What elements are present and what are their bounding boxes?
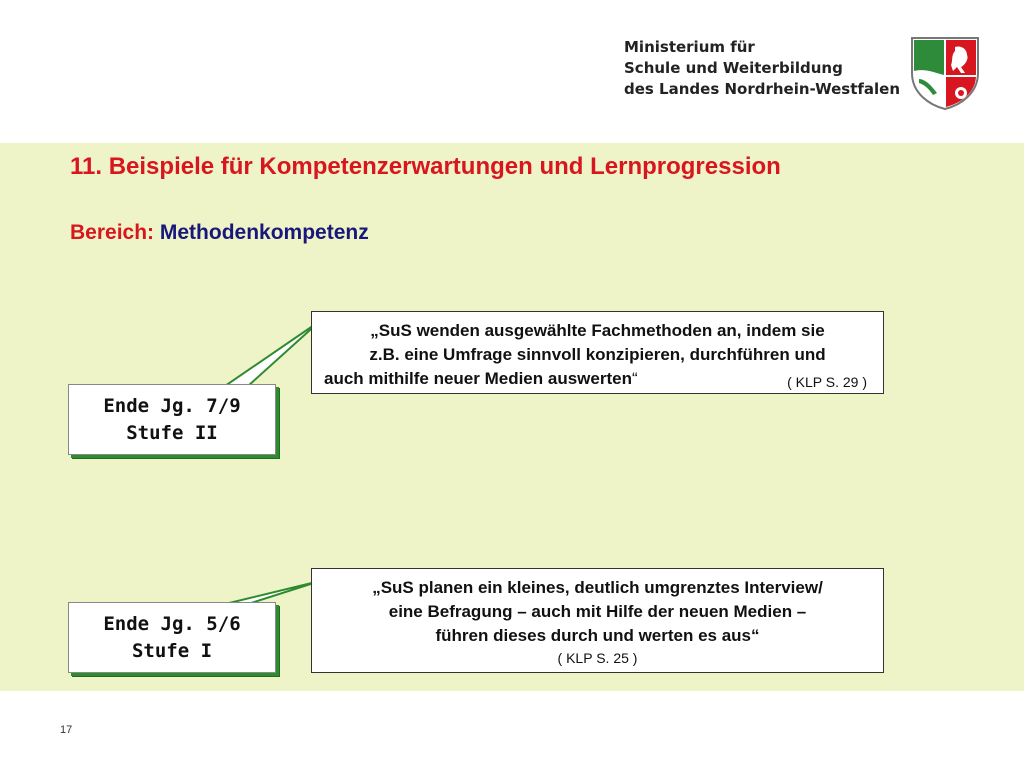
stage-level: Stufe II [126,422,218,444]
stage-grade: Ende Jg. 7/9 [103,395,241,417]
quote-line: z.B. eine Umfrage sinnvoll konzipieren, durchführen und [369,345,826,364]
callout-pointer-upper [225,321,320,386]
curriculum-reference: ( KLP S. 25 ) [557,650,638,666]
page-title: 11. Beispiele für Kompetenzerwartungen und Lernprogression [70,153,781,180]
quote-line: führen dieses durch und werten es aus“ [435,626,760,645]
quote-box-grade-5-6 [311,568,884,673]
quote-close-mark: “ [631,369,638,388]
callout-pointer-lower [225,581,320,604]
stage-box-grade-5-6 [68,602,276,673]
page-number: 17 [60,724,73,736]
area-value: Methodenkompetenz [159,221,369,244]
quote-line: „SuS wenden ausgewählte Fachmethoden an, indem sie [370,321,825,340]
ministry-line-1: Ministerium für [624,38,755,56]
quote-line: „SuS planen ein kleines, deutlich umgrenztes Interview/ [372,578,823,597]
stage-level: Stufe I [131,640,213,662]
quote-box-grade-7-9 [311,311,884,394]
curriculum-reference: ( KLP S. 29 ) [787,374,867,390]
quote-line: eine Befragung – auch mit Hilfe der neuen Medien – [388,602,807,621]
quote-line-text: auch mithilfe neuer Medien auswerten [324,369,632,388]
area-label: Bereich: [70,221,155,244]
ministry-line-2: Schule und Weiterbildung [624,59,843,77]
ministry-line-3: des Landes Nordrhein-Westfalen [624,80,901,98]
stage-box-grade-7-9 [68,384,276,455]
stage-grade: Ende Jg. 5/6 [103,613,241,635]
